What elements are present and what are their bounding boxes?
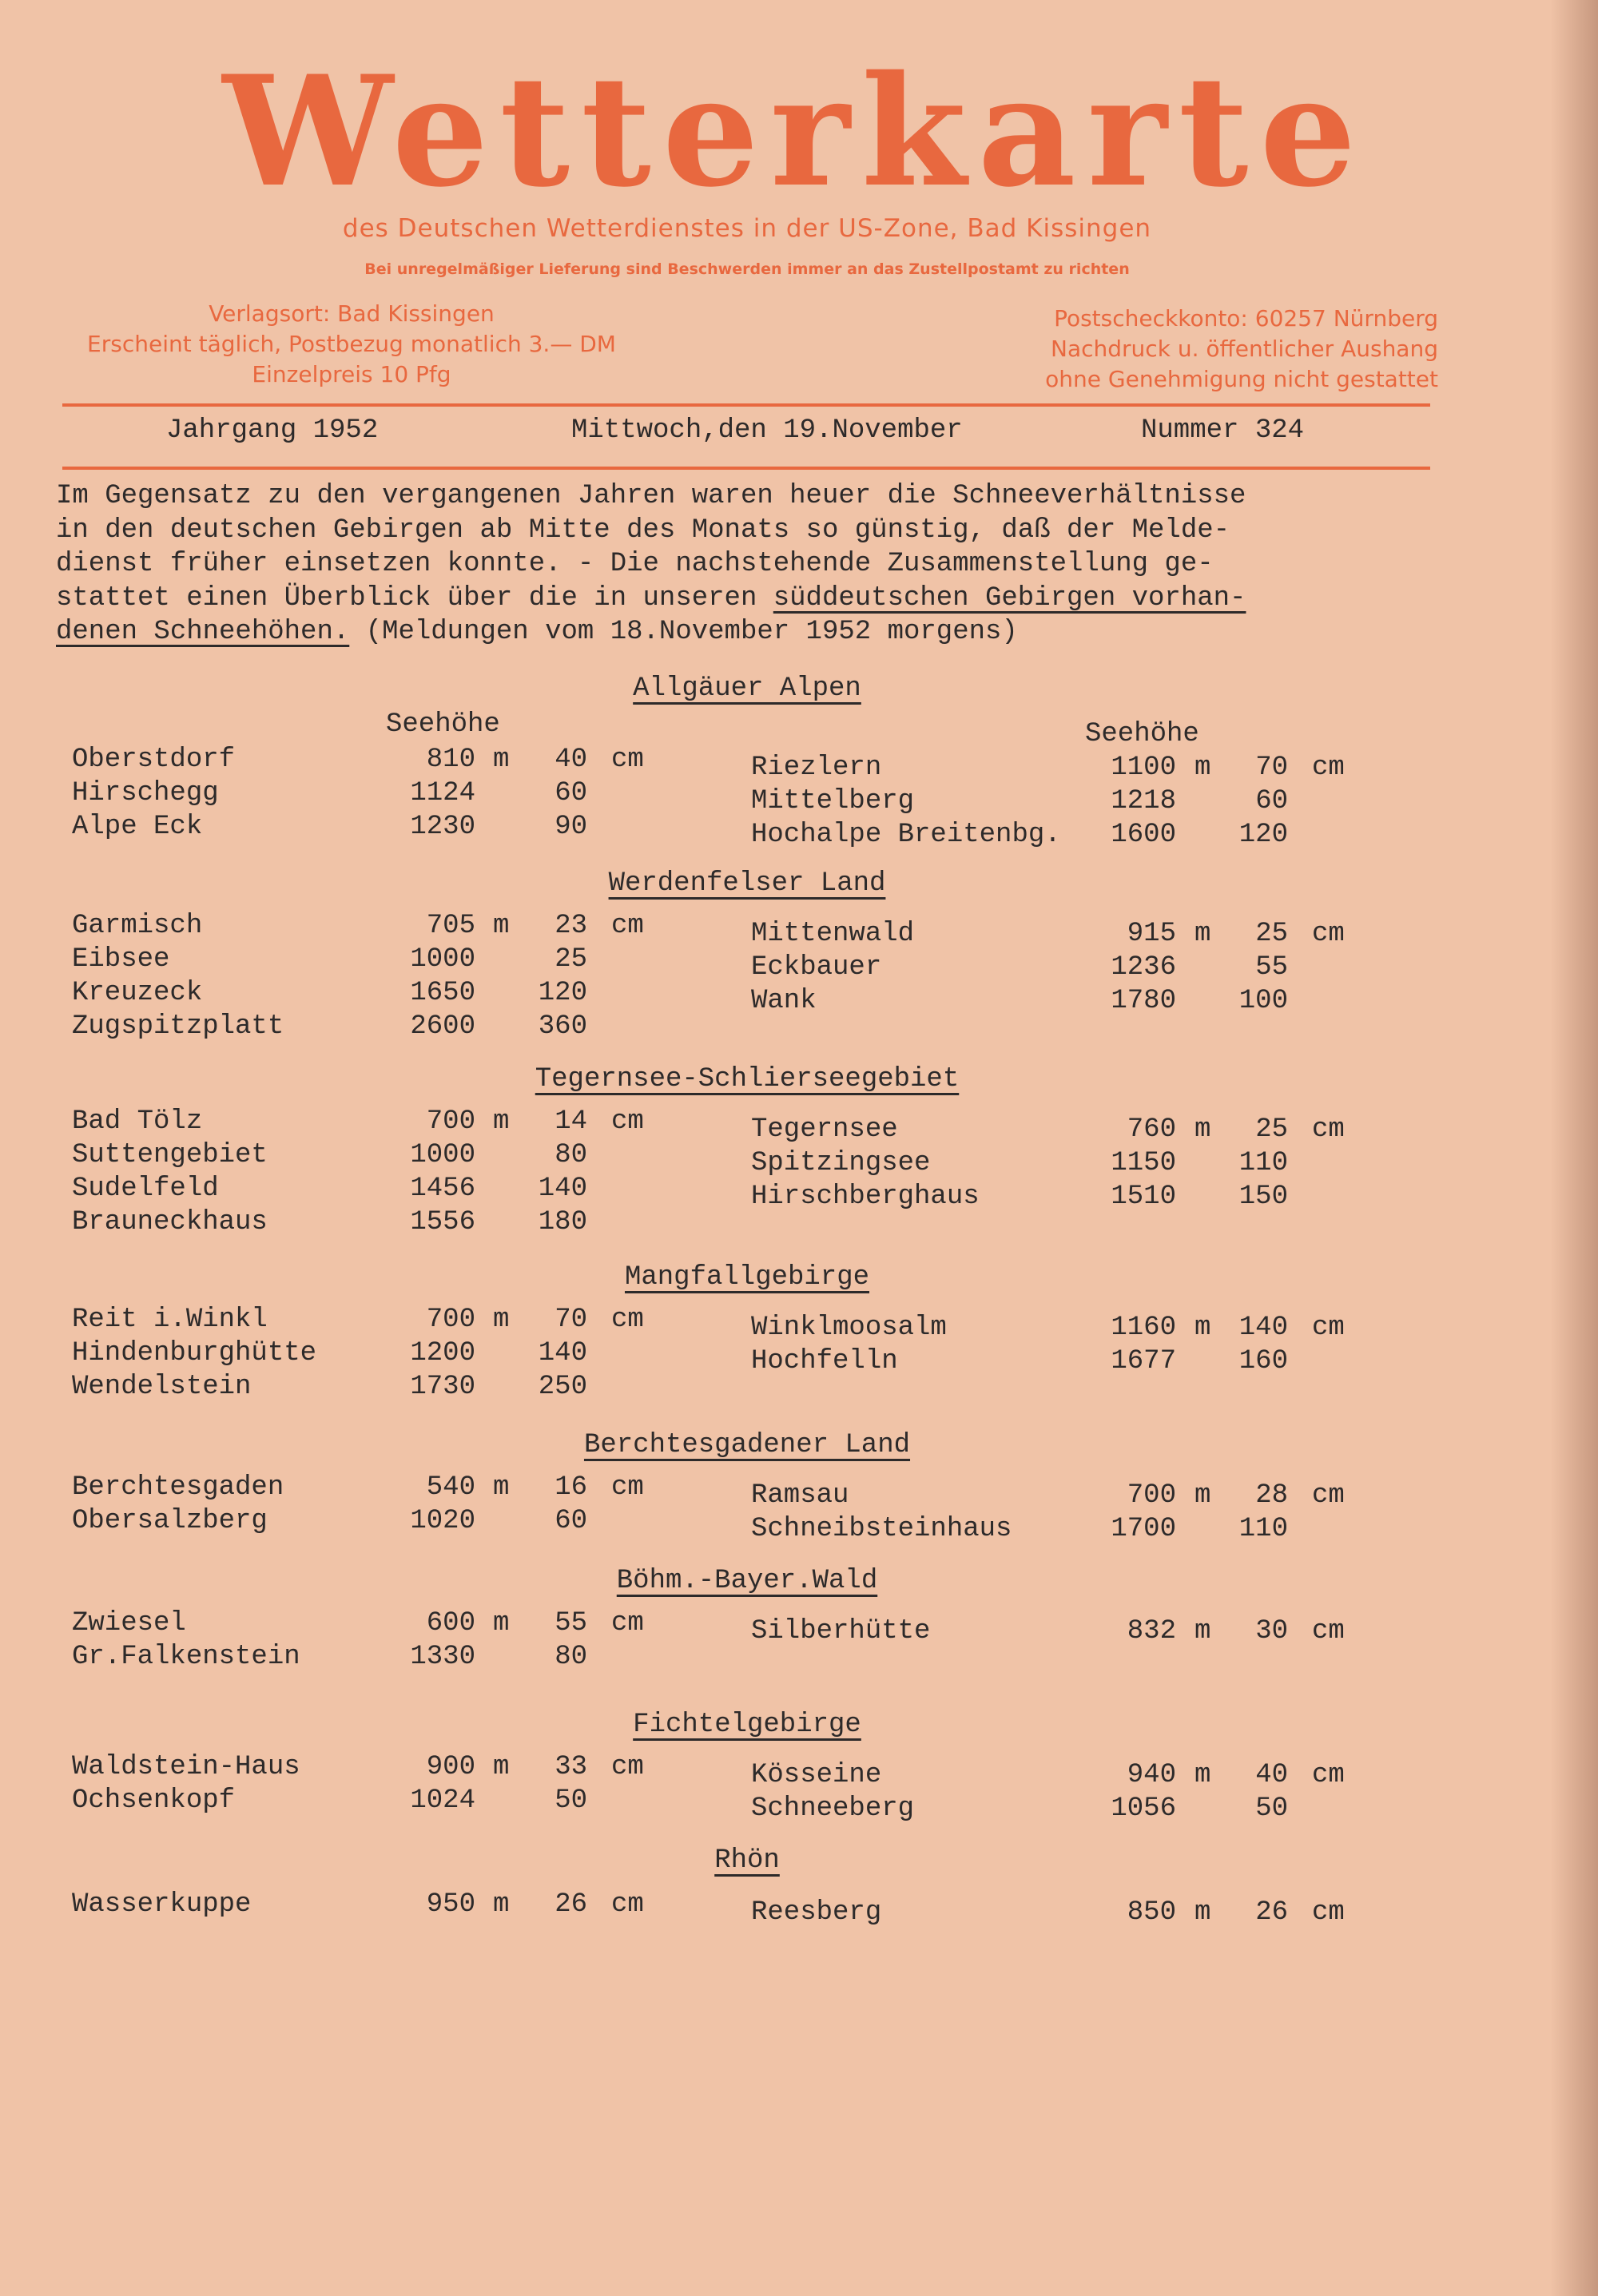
unit-cm: cm — [1312, 919, 1345, 949]
issue-number: Nummer 324 — [1141, 415, 1305, 446]
station-name: Eibsee — [72, 944, 170, 975]
unit-meter: m — [1195, 1313, 1211, 1343]
unit-meter: m — [493, 1106, 510, 1137]
elevation-header: Seehöhe — [386, 709, 500, 740]
station-elevation: 700 — [426, 1305, 475, 1335]
station-name: Suttengebiet — [72, 1140, 268, 1170]
publication-info — [80, 299, 623, 390]
station-elevation: 1236 — [1111, 952, 1176, 983]
snow-depth: 50 — [1255, 1794, 1288, 1824]
unit-meter: m — [493, 1752, 510, 1782]
station-elevation: 1150 — [1111, 1148, 1176, 1178]
snow-depth: 70 — [1255, 753, 1288, 783]
station-name: Schneibsteinhaus — [751, 1514, 1012, 1544]
legal-info — [1039, 304, 1438, 395]
station-elevation: 1160 — [1111, 1313, 1176, 1343]
station-elevation: 1230 — [410, 812, 475, 842]
station-elevation: 1100 — [1111, 753, 1176, 783]
intro-text: stattet einen Überblick über die in unseren — [56, 582, 773, 614]
snow-depth: 140 — [538, 1338, 587, 1368]
intro-text: (Meldungen vom 18.November 1952 morgens) — [349, 617, 1018, 647]
station-elevation: 850 — [1127, 1897, 1176, 1928]
station-elevation: 1000 — [410, 944, 475, 975]
intro-underlined: denen Schneehöhen. — [56, 617, 350, 647]
snow-depth: 60 — [555, 1506, 587, 1536]
station-name: Hirschegg — [72, 778, 219, 808]
station-name: Garmisch — [72, 911, 203, 941]
station-name: Sudelfeld — [72, 1174, 219, 1204]
station-name: Wendelstein — [72, 1372, 252, 1402]
unit-meter: m — [493, 1889, 510, 1920]
postal-account: Postscheckkonto: 60257 Nürnberg — [1054, 305, 1438, 332]
snow-depth: 120 — [538, 978, 587, 1008]
snow-depth: 80 — [555, 1642, 587, 1672]
section-title: Fichtelgebirge — [633, 1710, 861, 1740]
station-elevation: 1000 — [410, 1140, 475, 1170]
section-title: Rhön — [714, 1845, 780, 1876]
snow-depth: 55 — [1255, 952, 1288, 983]
section-title: Allgäuer Alpen — [633, 673, 861, 704]
station-name: Bad Tölz — [72, 1106, 203, 1137]
station-elevation: 832 — [1127, 1616, 1176, 1647]
header-rule-top — [62, 403, 1430, 407]
snow-depth: 70 — [555, 1305, 587, 1335]
intro-underlined: süddeutschen Gebirgen vorhan- — [773, 582, 1246, 614]
station-elevation: 1730 — [410, 1372, 475, 1402]
snow-depth: 28 — [1255, 1480, 1288, 1511]
station-elevation: 1020 — [410, 1506, 475, 1536]
snow-depth: 160 — [1238, 1346, 1288, 1376]
issue-date: Mittwoch,den 19.November — [571, 415, 963, 446]
station-elevation: 810 — [426, 745, 475, 775]
section-title: Tegernsee-Schlierseegebiet — [535, 1064, 960, 1094]
snow-depth: 25 — [555, 944, 587, 975]
unit-cm: cm — [611, 1472, 644, 1503]
unit-cm: cm — [1312, 1313, 1345, 1343]
station-elevation: 915 — [1127, 919, 1176, 949]
unit-meter: m — [1195, 1480, 1211, 1511]
intro-line — [56, 615, 1430, 649]
section-title: Werdenfelser Land — [608, 868, 886, 899]
elevation-header: Seehöhe — [1085, 719, 1199, 749]
snow-depth: 60 — [555, 778, 587, 808]
issue-year: Jahrgang 1952 — [166, 415, 379, 446]
station-name: Waldstein-Haus — [72, 1752, 300, 1782]
snow-depth: 80 — [555, 1140, 587, 1170]
station-name: Kreuzeck — [72, 978, 203, 1008]
intro-paragraph — [56, 479, 1430, 649]
unit-cm: cm — [1312, 1760, 1345, 1790]
station-name: Winklmoosalm — [751, 1313, 947, 1343]
station-name: Brauneckhaus — [72, 1207, 268, 1237]
station-elevation: 950 — [426, 1889, 475, 1920]
unit-cm: cm — [1312, 1897, 1345, 1928]
snow-depth: 16 — [555, 1472, 587, 1503]
station-elevation: 1600 — [1111, 820, 1176, 850]
unit-cm: cm — [611, 911, 644, 941]
station-name: Riezlern — [751, 753, 882, 783]
snow-depth: 55 — [555, 1608, 587, 1639]
station-name: Schneeberg — [751, 1794, 915, 1824]
station-elevation: 940 — [1127, 1760, 1176, 1790]
unit-cm: cm — [611, 1305, 644, 1335]
station-name: Alpe Eck — [72, 812, 203, 842]
station-name: Zwiesel — [72, 1608, 186, 1639]
snow-depth: 100 — [1238, 986, 1288, 1016]
station-elevation: 1456 — [410, 1174, 475, 1204]
unit-meter: m — [1195, 753, 1211, 783]
station-name: Berchtesgaden — [72, 1472, 284, 1503]
intro-line: in den deutschen Gebirgen ab Mitte des Monats so günstig, daß der Melde- — [56, 514, 1230, 546]
station-elevation: 1510 — [1111, 1182, 1176, 1212]
intro-line: Im Gegensatz zu den vergangenen Jahren waren heuer die Schneeverhältnisse — [56, 481, 1246, 511]
station-elevation: 1024 — [410, 1786, 475, 1816]
publication-place: Verlagsort: Bad Kissingen — [209, 300, 495, 327]
unit-meter: m — [1195, 1616, 1211, 1647]
station-name: Zugspitzplatt — [72, 1011, 284, 1042]
intro-line — [56, 582, 1430, 616]
station-name: Gr.Falkenstein — [72, 1642, 300, 1672]
unit-cm: cm — [611, 745, 644, 775]
unit-meter: m — [1195, 1897, 1211, 1928]
masthead-title: Wetterkarte — [222, 42, 1368, 220]
single-price: Einzelpreis 10 Pfg — [252, 361, 451, 387]
station-name: Eckbauer — [751, 952, 882, 983]
page-edge-shadow — [1550, 0, 1598, 2296]
unit-meter: m — [1195, 919, 1211, 949]
snow-depth: 180 — [538, 1207, 587, 1237]
snow-depth: 23 — [555, 911, 587, 941]
unit-meter: m — [493, 911, 510, 941]
unit-cm: cm — [611, 1106, 644, 1137]
station-elevation: 1330 — [410, 1642, 475, 1672]
reprint-notice: Nachdruck u. öffentlicher Aushang — [1051, 336, 1438, 362]
station-name: Silberhütte — [751, 1616, 931, 1647]
station-name: Hindenburghütte — [72, 1338, 317, 1368]
unit-cm: cm — [1312, 1480, 1345, 1511]
unit-meter: m — [1195, 1114, 1211, 1145]
station-name: Oberstdorf — [72, 745, 236, 775]
snow-depth: 140 — [1238, 1313, 1288, 1343]
snow-depth: 90 — [555, 812, 587, 842]
unit-cm: cm — [611, 1889, 644, 1920]
station-name: Reit i.Winkl — [72, 1305, 268, 1335]
snow-depth: 40 — [555, 745, 587, 775]
section-title: Mangfallgebirge — [624, 1262, 870, 1293]
station-name: Hochfelln — [751, 1346, 898, 1376]
unit-meter: m — [493, 1472, 510, 1503]
section-title: Böhm.-Bayer.Wald — [616, 1566, 878, 1596]
unit-cm: cm — [1312, 753, 1345, 783]
snow-depth: 360 — [538, 1011, 587, 1042]
station-elevation: 1780 — [1111, 986, 1176, 1016]
station-elevation: 1677 — [1111, 1346, 1176, 1376]
station-elevation: 600 — [426, 1608, 475, 1639]
station-elevation: 2600 — [410, 1011, 475, 1042]
station-elevation: 705 — [426, 911, 475, 941]
delivery-notice: Bei unregelmäßiger Lieferung sind Beschwerden immer an das Zustellpostamt zu richten — [364, 260, 1130, 278]
unit-cm: cm — [1312, 1114, 1345, 1145]
publisher-org: des Deutschen Wetterdienstes in der US-Zone, Bad Kissingen — [342, 214, 1152, 243]
station-name: Wasserkuppe — [72, 1889, 252, 1920]
station-name: Hochalpe Breitenbg. — [751, 820, 1061, 850]
snow-depth: 14 — [555, 1106, 587, 1137]
subscription-info: Erscheint täglich, Postbezug monatlich 3.— DM — [87, 331, 616, 357]
snow-depth: 150 — [1238, 1182, 1288, 1212]
station-name: Spitzingsee — [751, 1148, 931, 1178]
station-elevation: 1218 — [1111, 786, 1176, 816]
snow-depth: 25 — [1255, 1114, 1288, 1145]
snow-depth: 33 — [555, 1752, 587, 1782]
unit-cm: cm — [1312, 1616, 1345, 1647]
station-name: Wank — [751, 986, 817, 1016]
station-elevation: 540 — [426, 1472, 475, 1503]
intro-line: dienst früher einsetzen konnte. - Die nachstehende Zusammenstellung ge- — [56, 549, 1214, 579]
station-name: Ochsenkopf — [72, 1786, 236, 1816]
header-rule-bottom — [62, 467, 1430, 470]
station-name: Mittenwald — [751, 919, 915, 949]
station-name: Ramsau — [751, 1480, 849, 1511]
station-elevation: 1056 — [1111, 1794, 1176, 1824]
snow-depth: 250 — [538, 1372, 587, 1402]
unit-meter: m — [493, 745, 510, 775]
station-elevation: 700 — [426, 1106, 475, 1137]
unit-cm: cm — [611, 1752, 644, 1782]
snow-depth: 50 — [555, 1786, 587, 1816]
reprint-notice-cont: ohne Genehmigung nicht gestattet — [1045, 366, 1438, 392]
snow-depth: 30 — [1255, 1616, 1288, 1647]
station-name: Kösseine — [751, 1760, 882, 1790]
unit-meter: m — [493, 1608, 510, 1639]
snow-depth: 110 — [1238, 1148, 1288, 1178]
station-elevation: 900 — [426, 1752, 475, 1782]
station-elevation: 1650 — [410, 978, 475, 1008]
snow-depth: 110 — [1238, 1514, 1288, 1544]
station-name: Obersalzberg — [72, 1506, 268, 1536]
station-elevation: 1700 — [1111, 1514, 1176, 1544]
station-elevation: 1124 — [410, 778, 475, 808]
snow-depth: 40 — [1255, 1760, 1288, 1790]
unit-meter: m — [1195, 1760, 1211, 1790]
unit-cm: cm — [611, 1608, 644, 1639]
station-elevation: 760 — [1127, 1114, 1176, 1145]
snow-depth: 26 — [555, 1889, 587, 1920]
unit-meter: m — [493, 1305, 510, 1335]
snow-depth: 26 — [1255, 1897, 1288, 1928]
station-name: Reesberg — [751, 1897, 882, 1928]
snow-depth: 25 — [1255, 919, 1288, 949]
station-elevation: 1200 — [410, 1338, 475, 1368]
section-title: Berchtesgadener Land — [583, 1430, 911, 1460]
snow-depth: 120 — [1238, 820, 1288, 850]
station-elevation: 700 — [1127, 1480, 1176, 1511]
station-name: Hirschberghaus — [751, 1182, 980, 1212]
station-name: Tegernsee — [751, 1114, 898, 1145]
snow-depth: 140 — [538, 1174, 587, 1204]
snow-depth: 60 — [1255, 786, 1288, 816]
station-name: Mittelberg — [751, 786, 915, 816]
station-elevation: 1556 — [410, 1207, 475, 1237]
